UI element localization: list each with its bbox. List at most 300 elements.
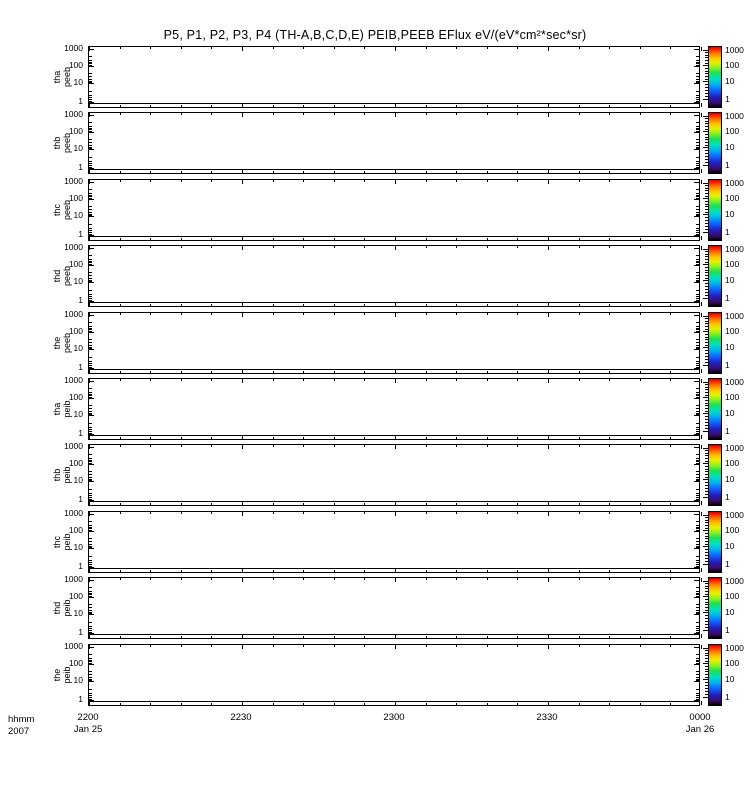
x-tick bbox=[242, 501, 243, 505]
x-tick bbox=[548, 246, 549, 250]
y-tick bbox=[89, 567, 94, 568]
y-minor-tick bbox=[89, 142, 92, 143]
y-tick bbox=[694, 102, 699, 103]
colorbar-minor-tick bbox=[705, 552, 708, 553]
x-minor-tick bbox=[150, 171, 151, 173]
x-minor-tick bbox=[303, 246, 304, 248]
colorbar-minor-tick bbox=[705, 137, 708, 138]
panel-row-label-top: thd bbox=[52, 601, 62, 615]
y-minor-tick bbox=[696, 99, 699, 100]
x-minor-tick bbox=[487, 636, 488, 638]
y-minor-tick bbox=[89, 126, 92, 127]
colorbar-minor-tick bbox=[705, 494, 708, 495]
x-minor-tick bbox=[640, 246, 641, 248]
y-minor-tick bbox=[696, 680, 699, 681]
x-minor-tick bbox=[670, 503, 671, 505]
x-tick-label: 2330 bbox=[536, 711, 558, 723]
data-panel bbox=[88, 511, 700, 573]
x-minor-tick bbox=[456, 645, 457, 647]
colorbar-minor-tick bbox=[705, 362, 708, 363]
colorbar-tick bbox=[703, 397, 708, 398]
colorbar-tick bbox=[703, 249, 708, 250]
x-minor-tick bbox=[426, 437, 427, 439]
y-minor-tick bbox=[89, 97, 92, 98]
y-minor-tick bbox=[89, 429, 92, 430]
y-minor-tick bbox=[696, 671, 699, 672]
colorbar-tick-label: 100 bbox=[725, 591, 740, 602]
y-minor-tick bbox=[696, 296, 699, 297]
x-minor-tick bbox=[364, 113, 365, 115]
x-minor-tick bbox=[579, 379, 580, 381]
x-tick bbox=[701, 313, 702, 317]
y-minor-tick bbox=[696, 591, 699, 592]
x-minor-tick bbox=[517, 304, 518, 306]
x-minor-tick bbox=[579, 503, 580, 505]
colorbar-minor-tick bbox=[705, 156, 708, 157]
x-minor-tick bbox=[609, 578, 610, 580]
y-minor-tick bbox=[696, 224, 699, 225]
x-minor-tick bbox=[456, 246, 457, 248]
y-minor-tick bbox=[89, 431, 92, 432]
colorbar-tick bbox=[703, 596, 708, 597]
x-minor-tick bbox=[303, 578, 304, 580]
x-minor-tick bbox=[579, 445, 580, 447]
y-minor-tick bbox=[696, 209, 699, 210]
colorbar-tick-label: 1 bbox=[725, 625, 730, 636]
x-minor-tick bbox=[609, 180, 610, 182]
colorbar-minor-tick bbox=[705, 618, 708, 619]
x-minor-tick bbox=[273, 113, 274, 115]
panel-row-label-bottom: peeb bbox=[62, 133, 72, 154]
data-panel bbox=[88, 444, 700, 506]
y-tick bbox=[694, 49, 699, 50]
x-tick bbox=[701, 169, 702, 173]
x-minor-tick bbox=[273, 703, 274, 705]
x-minor-tick bbox=[640, 304, 641, 306]
x-minor-tick bbox=[609, 379, 610, 381]
x-minor-tick bbox=[150, 636, 151, 638]
y-minor-tick bbox=[696, 697, 699, 698]
y-minor-tick bbox=[696, 622, 699, 623]
y-minor-tick bbox=[89, 411, 92, 412]
x-minor-tick bbox=[640, 113, 641, 115]
y-minor-tick bbox=[89, 661, 92, 662]
y-tick-label: 100 bbox=[68, 392, 83, 402]
colorbar-tick-label: 1 bbox=[725, 226, 730, 237]
y-tick-label: 1000 bbox=[64, 574, 83, 585]
y-minor-tick bbox=[89, 480, 92, 481]
y-tick-label: 100 bbox=[68, 325, 83, 336]
colorbar-tick bbox=[703, 431, 708, 432]
x-minor-tick bbox=[456, 512, 457, 514]
x-tick bbox=[548, 501, 549, 505]
x-minor-tick bbox=[487, 371, 488, 373]
y-minor-tick bbox=[696, 556, 699, 557]
x-tick bbox=[548, 435, 549, 439]
x-minor-tick bbox=[609, 313, 610, 315]
y-tick bbox=[89, 580, 94, 581]
y-tick-label: 1 bbox=[78, 295, 83, 306]
y-tick bbox=[89, 235, 94, 236]
y-minor-tick bbox=[89, 695, 92, 696]
x-minor-tick bbox=[150, 180, 151, 182]
data-panel bbox=[88, 112, 700, 174]
x-minor-tick bbox=[211, 703, 212, 705]
colorbar-minor-tick bbox=[705, 541, 708, 542]
colorbar-tick-label: 10 bbox=[725, 142, 735, 153]
y-minor-tick bbox=[89, 278, 92, 279]
x-minor-tick bbox=[487, 437, 488, 439]
colorbar-tick-label: 1000 bbox=[725, 45, 744, 55]
x-minor-tick bbox=[426, 371, 427, 373]
x-minor-tick bbox=[670, 313, 671, 315]
colorbar-minor-tick bbox=[705, 209, 708, 210]
x-minor-tick bbox=[517, 703, 518, 705]
y-tick bbox=[89, 597, 94, 598]
y-tick bbox=[694, 548, 699, 549]
y-tick bbox=[694, 265, 699, 266]
y-minor-tick bbox=[89, 689, 92, 690]
colorbar-minor-tick bbox=[705, 403, 708, 404]
y-minor-tick bbox=[696, 342, 699, 343]
x-minor-tick bbox=[211, 47, 212, 49]
x-minor-tick bbox=[487, 238, 488, 240]
x-minor-tick bbox=[487, 379, 488, 381]
y-tick bbox=[694, 514, 699, 515]
colorbar-minor-tick bbox=[705, 129, 708, 130]
x-minor-tick bbox=[487, 578, 488, 580]
y-minor-tick bbox=[89, 628, 92, 629]
y-minor-tick bbox=[89, 259, 92, 260]
x-minor-tick bbox=[640, 703, 641, 705]
y-minor-tick bbox=[89, 212, 92, 213]
x-minor-tick bbox=[181, 304, 182, 306]
colorbar-minor-tick bbox=[705, 204, 708, 205]
x-minor-tick bbox=[303, 47, 304, 49]
y-minor-tick bbox=[696, 60, 699, 61]
x-minor-tick bbox=[487, 512, 488, 514]
y-minor-tick bbox=[696, 165, 699, 166]
colorbar-minor-tick bbox=[705, 624, 708, 625]
colorbar-minor-tick bbox=[705, 329, 708, 330]
x-minor-tick bbox=[456, 180, 457, 182]
y-tick-label: 1000 bbox=[64, 441, 83, 452]
x-minor-tick bbox=[273, 379, 274, 381]
x-minor-tick bbox=[303, 645, 304, 647]
colorbar-minor-tick bbox=[705, 400, 708, 401]
y-minor-tick bbox=[696, 471, 699, 472]
x-minor-tick bbox=[181, 313, 182, 315]
x-minor-tick bbox=[456, 171, 457, 173]
y-minor-tick bbox=[89, 131, 92, 132]
colorbar-tick-label: 100 bbox=[725, 458, 740, 469]
y-minor-tick bbox=[89, 264, 92, 265]
x-minor-tick bbox=[211, 445, 212, 447]
x-minor-tick bbox=[273, 105, 274, 107]
x-minor-tick bbox=[517, 371, 518, 373]
colorbar-minor-tick bbox=[705, 63, 708, 64]
x-minor-tick bbox=[303, 503, 304, 505]
colorbar-minor-tick bbox=[705, 93, 708, 94]
y-tick-label: 1000 bbox=[64, 242, 83, 253]
x-tick bbox=[89, 501, 90, 505]
x-tick bbox=[242, 445, 243, 449]
y-minor-tick bbox=[89, 630, 92, 631]
colorbar-minor-tick bbox=[705, 185, 708, 186]
colorbar-minor-tick bbox=[705, 292, 708, 293]
x-minor-tick bbox=[456, 304, 457, 306]
x-minor-tick bbox=[150, 246, 151, 248]
x-tick bbox=[701, 180, 702, 184]
x-minor-tick bbox=[670, 636, 671, 638]
y-tick bbox=[694, 132, 699, 133]
colorbar-minor-tick bbox=[705, 188, 708, 189]
y-minor-tick bbox=[696, 493, 699, 494]
x-minor-tick bbox=[303, 238, 304, 240]
colorbar-tick-label: 10 bbox=[725, 607, 735, 618]
x-minor-tick bbox=[640, 570, 641, 572]
x-minor-tick bbox=[120, 180, 121, 182]
y-minor-tick bbox=[89, 499, 92, 500]
x-minor-tick bbox=[579, 570, 580, 572]
colorbar-minor-tick bbox=[705, 283, 708, 284]
colorbar-minor-tick bbox=[705, 453, 708, 454]
colorbar-minor-tick bbox=[705, 96, 708, 97]
x-minor-tick bbox=[517, 578, 518, 580]
x-minor-tick bbox=[120, 503, 121, 505]
x-minor-tick bbox=[456, 313, 457, 315]
y-minor-tick bbox=[696, 541, 699, 542]
x-tick bbox=[242, 180, 243, 184]
panel-row-label-bottom: peib bbox=[62, 533, 72, 551]
x-minor-tick bbox=[670, 47, 671, 49]
x-minor-tick bbox=[334, 379, 335, 381]
y-minor-tick bbox=[89, 674, 92, 675]
x-minor-tick bbox=[120, 47, 121, 49]
y-minor-tick bbox=[89, 547, 92, 548]
x-minor-tick bbox=[579, 105, 580, 107]
y-minor-tick bbox=[89, 262, 92, 263]
colorbar-minor-tick bbox=[705, 658, 708, 659]
y-tick bbox=[89, 132, 94, 133]
y-tick bbox=[89, 168, 94, 169]
y-tick bbox=[89, 700, 94, 701]
x-tick bbox=[701, 568, 702, 572]
x-minor-tick bbox=[670, 246, 671, 248]
x-tick bbox=[395, 701, 396, 705]
y-minor-tick bbox=[89, 300, 92, 301]
colorbar-tick bbox=[703, 347, 708, 348]
colorbar-tick bbox=[703, 214, 708, 215]
x-minor-tick bbox=[426, 645, 427, 647]
y-minor-tick bbox=[89, 163, 92, 164]
colorbar-minor-tick bbox=[705, 627, 708, 628]
colorbar-minor-tick bbox=[705, 384, 708, 385]
x-minor-tick bbox=[609, 636, 610, 638]
y-minor-tick bbox=[89, 414, 92, 415]
colorbar-minor-tick bbox=[705, 321, 708, 322]
y-minor-tick bbox=[89, 560, 92, 561]
y-minor-tick bbox=[696, 73, 699, 74]
y-tick-label: 1 bbox=[78, 228, 83, 239]
colorbar-minor-tick bbox=[705, 52, 708, 53]
colorbar-tick-label: 100 bbox=[725, 126, 740, 137]
y-tick bbox=[694, 681, 699, 682]
colorbar-minor-tick bbox=[705, 345, 708, 346]
x-minor-tick bbox=[273, 180, 274, 182]
colorbar-tick bbox=[703, 515, 708, 516]
colorbar-minor-tick bbox=[705, 356, 708, 357]
x-minor-tick bbox=[426, 570, 427, 572]
x-minor-tick bbox=[456, 570, 457, 572]
colorbar-minor-tick bbox=[705, 666, 708, 667]
colorbar-minor-tick bbox=[705, 134, 708, 135]
colorbar-tick-label: 10 bbox=[725, 474, 735, 485]
x-minor-tick bbox=[273, 445, 274, 447]
colorbar-tick bbox=[703, 165, 708, 166]
y-minor-tick bbox=[696, 689, 699, 690]
y-minor-tick bbox=[89, 427, 92, 428]
x-minor-tick bbox=[517, 570, 518, 572]
x-minor-tick bbox=[211, 238, 212, 240]
x-minor-tick bbox=[517, 512, 518, 514]
x-minor-tick bbox=[487, 246, 488, 248]
x-minor-tick bbox=[303, 313, 304, 315]
x-minor-tick bbox=[426, 636, 427, 638]
y-tick-label: 1000 bbox=[64, 109, 83, 120]
y-minor-tick bbox=[696, 613, 699, 614]
y-minor-tick bbox=[696, 232, 699, 233]
x-axis-corner-label-1: hhmm bbox=[8, 714, 35, 725]
colorbar-minor-tick bbox=[705, 295, 708, 296]
y-tick bbox=[694, 235, 699, 236]
x-minor-tick bbox=[640, 578, 641, 580]
y-minor-tick bbox=[696, 95, 699, 96]
colorbar-minor-tick bbox=[705, 275, 708, 276]
y-minor-tick bbox=[89, 95, 92, 96]
x-minor-tick bbox=[211, 379, 212, 381]
colorbar-minor-tick bbox=[705, 57, 708, 58]
panel-baseline bbox=[89, 634, 699, 635]
x-minor-tick bbox=[517, 636, 518, 638]
colorbar-tick bbox=[703, 365, 708, 366]
y-minor-tick bbox=[89, 632, 92, 633]
y-minor-tick bbox=[696, 388, 699, 389]
chart-title: P5, P1, P2, P3, P4 (TH-A,B,C,D,E) PEIB,PEEB EFlux eV/(eV*cm²*sec*sr) bbox=[163, 28, 587, 42]
colorbar-tick-label: 10 bbox=[725, 275, 735, 286]
colorbar-minor-tick bbox=[705, 223, 708, 224]
x-minor-tick bbox=[181, 379, 182, 381]
y-tick-label: 1 bbox=[78, 560, 83, 571]
x-minor-tick bbox=[273, 47, 274, 49]
y-tick-label: 10 bbox=[73, 342, 83, 353]
x-minor-tick bbox=[181, 445, 182, 447]
x-minor-tick bbox=[150, 578, 151, 580]
y-minor-tick bbox=[89, 73, 92, 74]
x-minor-tick bbox=[579, 578, 580, 580]
x-minor-tick bbox=[211, 105, 212, 107]
y-minor-tick bbox=[696, 392, 699, 393]
y-minor-tick bbox=[89, 129, 92, 130]
x-tick bbox=[701, 578, 702, 582]
x-minor-tick bbox=[120, 238, 121, 240]
y-minor-tick bbox=[89, 433, 92, 434]
colorbar-minor-tick bbox=[705, 212, 708, 213]
y-minor-tick bbox=[89, 206, 92, 207]
x-tick bbox=[395, 369, 396, 373]
x-minor-tick bbox=[609, 512, 610, 514]
colorbar-tick-label: 100 bbox=[725, 524, 740, 535]
x-tick bbox=[89, 435, 90, 439]
y-minor-tick bbox=[696, 255, 699, 256]
x-minor-tick bbox=[211, 645, 212, 647]
y-minor-tick bbox=[89, 298, 92, 299]
colorbar-tick-label: 1 bbox=[725, 359, 730, 370]
x-minor-tick bbox=[579, 437, 580, 439]
y-minor-tick bbox=[89, 463, 92, 464]
colorbar-tick bbox=[703, 479, 708, 480]
y-minor-tick bbox=[89, 367, 92, 368]
x-minor-tick bbox=[487, 180, 488, 182]
x-tick bbox=[701, 113, 702, 117]
x-minor-tick bbox=[487, 105, 488, 107]
x-minor-tick bbox=[364, 171, 365, 173]
y-minor-tick bbox=[89, 331, 92, 332]
x-tick bbox=[242, 236, 243, 240]
x-minor-tick bbox=[517, 437, 518, 439]
colorbar-minor-tick bbox=[705, 411, 708, 412]
x-minor-tick bbox=[303, 570, 304, 572]
y-tick bbox=[89, 633, 94, 634]
x-minor-tick bbox=[150, 379, 151, 381]
y-minor-tick bbox=[89, 677, 92, 678]
panel-row-label-bottom: peeb bbox=[62, 332, 72, 353]
x-minor-tick bbox=[303, 304, 304, 306]
y-minor-tick bbox=[89, 234, 92, 235]
x-minor-tick bbox=[670, 105, 671, 107]
x-minor-tick bbox=[517, 171, 518, 173]
y-tick bbox=[694, 149, 699, 150]
x-minor-tick bbox=[670, 113, 671, 115]
y-minor-tick bbox=[89, 339, 92, 340]
y-minor-tick bbox=[696, 480, 699, 481]
y-minor-tick bbox=[89, 99, 92, 100]
y-tick-label: 10 bbox=[73, 143, 83, 154]
x-tick bbox=[89, 369, 90, 373]
colorbar-tick bbox=[703, 81, 708, 82]
colorbar-minor-tick bbox=[705, 256, 708, 257]
x-minor-tick bbox=[273, 512, 274, 514]
y-minor-tick bbox=[89, 697, 92, 698]
y-minor-tick bbox=[696, 564, 699, 565]
y-minor-tick bbox=[696, 499, 699, 500]
y-tick bbox=[89, 514, 94, 515]
x-minor-tick bbox=[334, 371, 335, 373]
y-tick bbox=[694, 415, 699, 416]
x-tick bbox=[395, 169, 396, 173]
y-minor-tick bbox=[89, 528, 92, 529]
y-minor-tick bbox=[89, 493, 92, 494]
colorbar-tick bbox=[703, 612, 708, 613]
x-minor-tick bbox=[211, 371, 212, 373]
x-minor-tick bbox=[579, 180, 580, 182]
x-minor-tick bbox=[303, 636, 304, 638]
x-minor-tick bbox=[640, 645, 641, 647]
y-minor-tick bbox=[696, 677, 699, 678]
colorbar-tick-label: 100 bbox=[725, 392, 740, 402]
x-tick bbox=[548, 302, 549, 306]
y-minor-tick bbox=[696, 566, 699, 567]
